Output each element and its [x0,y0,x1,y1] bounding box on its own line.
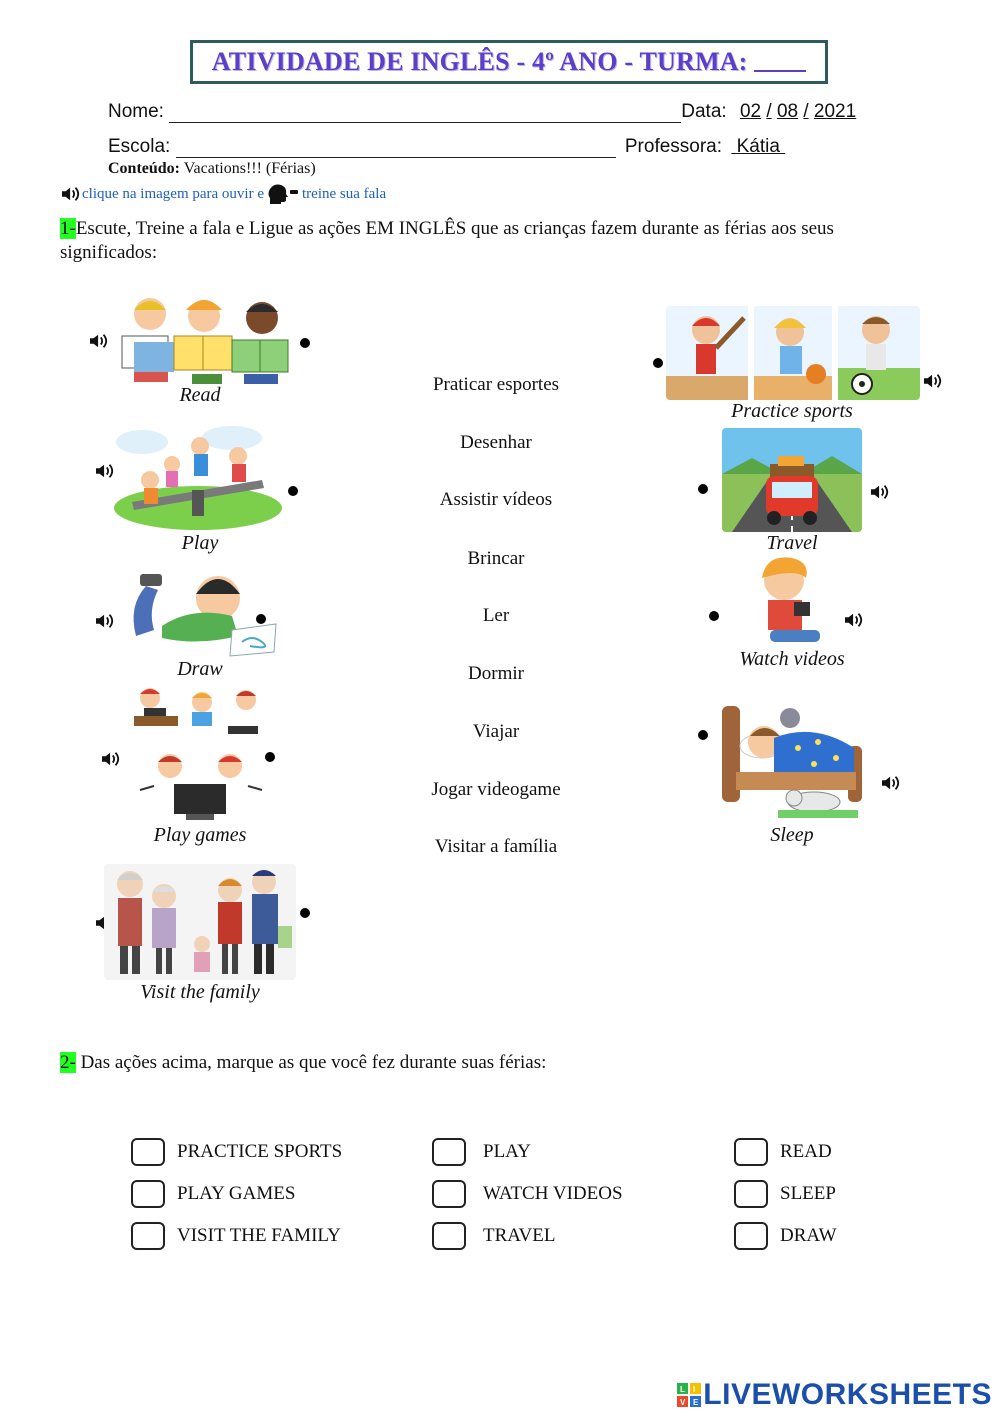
school-label: Escola: [108,136,171,157]
teacher-label: Professora: [624,136,723,157]
boy-tablet-icon[interactable] [750,556,834,646]
speaker-icon[interactable] [922,372,944,390]
svg-text:L: L [680,1385,686,1394]
checkbox[interactable] [734,1138,768,1166]
word-visitar-a-familia: Visitar a família [434,836,558,857]
school-row [108,136,785,158]
family-icon[interactable] [104,864,296,980]
match-dot[interactable] [265,752,275,762]
exercise2-instruction: 2- Das ações acima, marque as que você fez durante suas férias: [60,1052,547,1073]
option-label: READ [780,1141,832,1162]
word-assistir-videos: Assistir vídeos [439,489,553,510]
date-month: 08 [776,101,799,122]
match-dot[interactable] [300,908,310,918]
svg-text:I: I [693,1385,697,1394]
content-line [108,160,316,178]
date-day: 02 [739,101,762,122]
caption-play: Play [181,532,219,554]
speaker-icon[interactable] [60,185,82,203]
match-dot[interactable] [698,484,708,494]
checkbox[interactable] [432,1138,466,1166]
checkbox[interactable] [131,1222,165,1250]
caption-practice-sports: Practice sports [731,400,853,422]
match-dot[interactable] [300,338,310,348]
boy-sleeping-icon[interactable] [718,702,866,820]
teacher-name: Kátia [736,136,780,157]
car-trip-icon[interactable] [722,428,862,532]
speaker-icon[interactable] [94,612,116,630]
kids-gaming-icon[interactable] [130,686,270,822]
caption-read: Read [179,384,221,406]
word-ler: Ler [482,605,510,626]
word-desenhar: Desenhar [460,432,532,453]
name-label: Nome: [108,101,164,122]
date-year: 2021 [813,101,857,122]
option-label: PLAY [483,1141,531,1162]
checkbox[interactable] [131,1138,165,1166]
checkbox[interactable] [734,1180,768,1208]
checkbox[interactable] [131,1180,165,1208]
speaker-icon[interactable] [88,332,110,350]
svg-text:E: E [693,1398,700,1407]
option-label: TRAVEL [483,1225,556,1246]
word-praticar-esportes: Praticar esportes [432,374,560,395]
liveworksheets-logo[interactable] [677,1378,992,1412]
date-label: Data: [681,101,727,122]
name-row: Nome: Data: 02 / 08 / 2021 [108,101,857,122]
speaker-icon[interactable] [843,611,865,629]
match-dot[interactable] [698,730,708,740]
caption-watch-videos: Watch videos [739,648,845,670]
brand-mark-icon [677,1383,701,1407]
checkbox[interactable] [432,1180,466,1208]
speaking-head-icon [266,182,300,206]
sports-kids-icon[interactable] [666,306,920,400]
school-field[interactable] [176,139,616,158]
speaker-icon[interactable] [869,483,891,501]
exercise1-number: 1- [60,218,76,239]
option-label: DRAW [780,1225,837,1246]
boy-drawing-icon[interactable] [122,566,278,660]
option-label: PRACTICE SPORTS [177,1141,343,1162]
caption-travel: Travel [766,532,818,554]
word-jogar-videogame: Jogar videogame [431,779,561,800]
page-title: ATIVIDADE DE INGLÊS - 4º ANO - TURMA: [212,47,807,77]
word-brincar: Brincar [467,548,525,569]
caption-visit-the-family: Visit the family [140,981,260,1003]
svg-text:V: V [680,1398,687,1407]
exercise1-instruction: 1-Escute, Treine a fala e Ligue as ações EM INGLÊS que as crianças fazem durante as férias aos seus significados: [60,218,834,263]
checkbox[interactable] [734,1222,768,1250]
speaker-icon[interactable] [100,750,122,768]
speak-hint: treine sua fala [302,185,387,202]
audio-hint-row [60,182,386,206]
option-label: PLAY GAMES [177,1183,296,1204]
checkbox[interactable] [432,1222,466,1250]
match-dot[interactable] [709,611,719,621]
caption-play-games: Play games [153,824,247,846]
title-box [190,40,828,84]
content-label: Conteúdo: [108,160,181,177]
match-dot[interactable] [653,358,663,368]
match-dot[interactable] [288,486,298,496]
name-field[interactable] [169,104,681,123]
option-label: WATCH VIDEOS [483,1183,623,1204]
word-viajar: Viajar [472,721,520,742]
word-dormir: Dormir [468,663,524,684]
audio-hint: clique na imagem para ouvir e [82,185,265,202]
option-label: SLEEP [780,1183,836,1204]
speaker-icon[interactable] [880,774,902,792]
seesaw-icon[interactable] [112,424,284,532]
option-label: VISIT THE FAMILY [177,1225,341,1246]
caption-draw: Draw [177,658,223,680]
brand-name: LIVEWORKSHEETS [703,1378,992,1411]
exercise2-number: 2- [60,1052,76,1073]
content-value: Vacations!!! (Férias) [183,160,316,177]
match-dot[interactable] [256,614,266,624]
children-reading-icon[interactable] [114,292,292,386]
caption-sleep: Sleep [770,824,814,846]
